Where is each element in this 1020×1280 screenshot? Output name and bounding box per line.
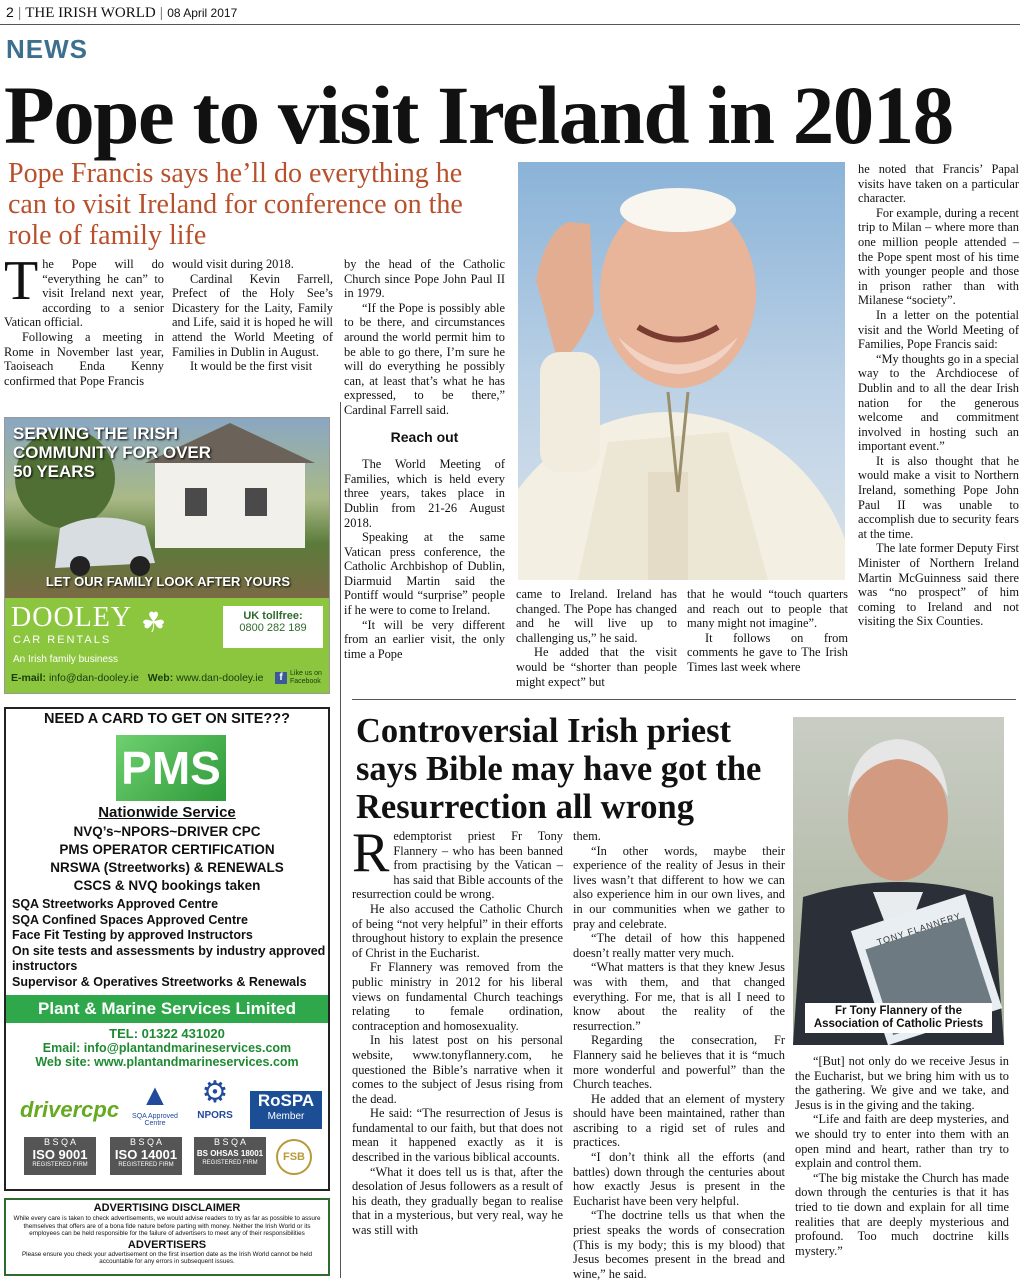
pope-photo [518,162,845,580]
bsqa-label: B S Q A [129,1137,162,1147]
paragraph: “[But] not only do we receive Jesus in the Eucharist, but we bring him with us to the gathering. We give and we take, and Jesus is in the giving and the taking. [795,1054,1009,1112]
facebook-label: Like us on Facebook [290,670,322,685]
npors-logo [190,1075,240,1121]
shamrock-icon: ☘ [141,608,167,639]
paragraph: Fr Flannery was removed from the public ministry in 2012 for his liberal views on fundamental Church teachings relating to female ordination, contraception and homosexuality. [352,960,563,1033]
pms-line: CSCS & NVQ bookings taken [73,878,261,893]
dooley-brand-sub: CAR RENTALS [13,634,112,646]
pope-col-5 [687,587,848,675]
npors-icon: ⚙ [201,1076,229,1109]
dooley-contact [11,672,263,684]
bsqa-label: B S Q A [43,1137,76,1147]
paragraph: He also accused the Catholic Church of being “not very helpful” in their efforts throughout history to explain the presence of Christ in the Eucharist. [352,901,563,960]
pope-col-2 [172,257,333,374]
paragraph: by the head of the Catholic Church since Pope John Paul II in 1979. [344,257,505,301]
book-title: TONY FLANNERY [875,910,963,948]
pms-tel[interactable]: TEL: 01322 431020 [109,1026,225,1041]
iso-label: BS OHSAS 18001 [196,1149,264,1158]
pms-logo [116,735,226,801]
iso-logo-2 [110,1137,182,1175]
paragraph: He added that an element of mystery should have been maintained, rather than ascribing to a rigid set of rules and practices. [573,1091,785,1150]
subhead-reach-out: Reach out [390,428,459,445]
paragraph: “What it does tell us is that, after the desolation of Jesus followers as a result of his death, they gradually began to realise that in a mysterious, but very real, way he was still with [352,1164,563,1238]
tollfree-box [223,606,323,648]
fsb-label: FSB [283,1151,305,1163]
paragraph: For example, during a recent trip to Milan – where more than one million people attended – the Pope spent most of his time with younger people and those in prison rather than with Milanese “society”. [858,205,1019,308]
npors-label: NPORS [197,1110,233,1121]
paragraph: In his latest post on his personal website, www.tonyflannery.com, he questioned the Bible’s narrative when it comes to the subject of Jesus rising from the dead. [352,1033,563,1106]
paragraph: Following a meeting in Rome in November last year, Taoiseach Enda Kenny confirmed that Pope Francis [4,329,164,388]
dooley-banner [5,598,330,694]
reg-label: REGISTERED FIRM [118,1162,174,1168]
pms-ad[interactable] [4,707,330,1191]
disclaimer-text: While every care is taken to check advertisements, we would advise readers to try as far as possible to assure themselves that offers are of a bona fide nature before parting with money. Neither the Irish World or its employees can be held responsible for the failure of advertisers to meet any of their responsibilities [13,1215,321,1238]
tollfree-label: UK tollfree: [243,610,303,622]
paragraph: In a letter on the potential visit and the World Meeting of Families, Pope Francis said: [858,307,1019,352]
iso-logo-3 [194,1137,266,1175]
sqa-label: SQA Approved Centre [132,1113,178,1127]
paragraph: “Life and faith are deep mysteries, and we should try to enter into them with an open mind and heart, rather than try to explain and control them. [795,1112,1009,1171]
paragraph: “It will be very different from an earlier visit, the only time a Pope [344,617,505,661]
paragraph: he Pope will do “everything he can” to visit Ireland next year, according to a senior Vatican official. [4,257,164,330]
sqa-logo [130,1079,180,1127]
sqa-icon: ▲ [140,1079,170,1112]
iso-label: ISO 9001 [32,1147,88,1162]
pope-col-1 [4,250,164,388]
pope-col-4 [516,587,677,689]
paragraph: he noted that Francis’ Papal visits have taken on a particular character. [858,162,1019,206]
paragraph: He said: “The resurrection of Jesus is fundamental to our faith, but that does not mean it happened exactly as it is described in the various biblical accounts. [352,1106,563,1165]
pms-list-item: Face Fit Testing by approved Instructors [12,928,253,942]
section-rule [352,699,1016,700]
paragraph: “The big mistake the Church has made down through the centuries is that it has tried to tie down and explain for all time realities that are deeply mysterious and profound. Too much doctrine kills mystery.” [795,1170,1009,1258]
advertising-disclaimer [4,1198,330,1276]
dooley-brand: DOOLEY [11,602,133,633]
dropcap: R [352,822,390,884]
page-number: 2 [6,4,14,20]
pms-company: Plant & Marine Services Limited [6,995,328,1023]
pms-list-item: SQA Confined Spaces Approved Centre [12,912,248,927]
bsqa-label: B S Q A [213,1137,246,1147]
paragraph: It follows on from comments he gave to The Irish Times last week where [687,630,848,674]
rospa-label: RoSPA [257,1091,315,1110]
pms-logo-text: PMS [121,742,221,794]
paragraph: “If the Pope is possibly able to be there, and circumstances around the world permit him to be able to go there, I’m sure he will do everything he possibly can, at least that’s what he has expressed, to be there,” Cardinal Farrell said. [344,300,505,417]
paragraph: came to Ireland. Ireland has changed. The Pope has changed and he will live up to challenging us,” he said. [516,587,677,645]
pope-col-3 [344,257,505,661]
issue-date: 08 April 2017 [167,6,238,20]
disclaimer-text-2: Please ensure you check your advertisement on the first insertion date as the Irish World cannot be held accountable for any errors in subsequent issues. [21,1250,313,1266]
paragraph: “What matters is that they knew Jesus was with them, and that changed everything. For me, that is all I need to know about the reality of the resurrection.” [573,960,785,1033]
paragraph: Regarding the consecration, Fr Flannery said he believes that it is “much more wonderful and powerful” than the Church teaches. [573,1033,785,1092]
disclaimer-title: ADVERTISING DISCLAIMER [93,1202,241,1214]
pms-contact [6,1027,328,1069]
iso-label: ISO 14001 [114,1147,178,1162]
pms-list-item: SQA Streetworks Approved Centre [12,897,219,911]
paper-name: THE IRISH WORLD [25,5,156,21]
rospa-sub: Member [267,1111,305,1122]
paragraph: edemptorist priest Fr Tony Flannery – who has been banned from practising by the Vatican – has said that Bible accounts of the resurrection could be wrong. [352,829,563,902]
page-header: 2 | THE IRISH WORLD | 08 April 2017 [6,4,238,21]
pope-col-6 [858,162,1019,629]
pms-web[interactable]: Web site: www.plantandmarineservices.com [35,1055,299,1069]
paragraph: “The doctrine tells us that when the priest speaks the words of consecration (This is my body; this is my blood) that Jesus becomes present in the bread and wine,” he said. [573,1208,785,1280]
headline: Pope to visit Ireland in 2018 [4,69,953,161]
tollfree-number: 0800 282 189 [239,622,307,634]
priest-caption: Fr Tony Flannery of the Association of Catholic Priests [805,1003,992,1033]
dooley-tagline: SERVING THE IRISH COMMUNITY FOR OVER 50 YEARS [13,424,212,481]
facebook-icon[interactable]: f [275,672,287,684]
paragraph: He added that the visit would be “shorter than people might expect” but [516,645,677,689]
paragraph: “My thoughts go in a special way to the Archdiocese of Dublin and to all the dear Irish nation for the generous welcome and commitment involved in hosting such an important event.” [858,351,1019,454]
paragraph: Speaking at the same Vatican press conference, the Catholic Archbishop of Dublin, Diarmuid Martin said the Pontiff would “surprise” people if he were to come to Ireland. [344,530,505,618]
web-link[interactable]: www.dan-dooley.ie [176,672,264,684]
web-label: Web: [147,672,174,684]
paragraph: would visit during 2018. [172,257,294,271]
dooley-footer: LET OUR FAMILY LOOK AFTER YOURS [45,574,291,589]
rospa-logo [250,1091,322,1129]
dooley-ad[interactable] [4,417,330,694]
priest-headline: Controversial Irish priest says Bible may have got the Resurrection all wrong [356,712,762,826]
reg-label: REGISTERED FIRM [32,1162,88,1168]
pms-email[interactable]: Email: info@plantandmarineservices.com [42,1041,292,1055]
section-label: NEWS [6,34,88,64]
pms-line: NRSWA (Streetworks) & RENEWALS [50,860,284,875]
pms-list-item: On site tests and assessments by industry approved instructors [12,943,326,973]
paragraph: that he would “touch quarters and reach out to people that many might not imagine”. [687,587,848,631]
drivercpc-logo: drivercpc [20,1097,120,1122]
pms-line: NVQ’s~NPORS~DRIVER CPC [73,824,261,839]
pms-heading: NEED A CARD TO GET ON SITE??? [44,711,290,727]
paragraph: The World Meeting of Families, which is held every three years, takes place in Dublin from 21-26 August 2018. [344,457,505,530]
iso-logo-1 [24,1137,96,1175]
paragraph: Cardinal Kevin Farrell, Prefect of the Holy See’s Dicastery for the Laity, Family and Life, said it is hoped he will attend the World Meeting of Families in Dublin in August. [172,271,333,359]
priest-col-2 [573,829,785,1280]
column-rule [340,402,341,1278]
priest-photo [793,717,1004,1045]
pms-service: Nationwide Service [98,804,236,821]
email-label: E-mail: [11,672,47,684]
paragraph: The late former Deputy First Minister of Northern Ireland Martin McGuinness said there was “no prospect” of him coming to Ireland and not visiting the Six Counties. [858,541,1019,629]
paragraph: “In other words, maybe their experience of the reality of Jesus in their lives wasn’t that different to how we can also experience him in our own lives, and in our communities when we gather to pray and celebrate. [573,843,785,931]
email-link[interactable]: info@dan-dooley.ie [48,672,139,684]
paragraph: It would be the first visit [190,359,313,374]
pms-list [12,897,330,990]
fsb-logo [276,1139,312,1175]
disclaimer-title-2: ADVERTISERS [127,1238,207,1251]
standfirst: Pope Francis says he’ll do everything he can to visit Ireland for conference on the role of family life [8,158,463,251]
pms-list-item: Supervisor & Operatives Streetworks & Renewals [12,974,307,989]
paragraph: “The detail of how this happened doesn’t really matter very much. [573,931,785,960]
paragraph: It is also thought that he would make a visit to Northern Ireland, something Pope John Paul II was unable to accomplish due to security fears at the time. [858,453,1019,541]
paragraph: them. [573,829,601,843]
paragraph: “I don’t think all the efforts (and battles) down through the centuries about how exactly Jesus is present in the Eucharist have been very helpful. [573,1150,785,1208]
pms-lines [6,823,328,895]
reg-label: REGISTERED FIRM [202,1160,258,1166]
dooley-family: An Irish family business [13,654,119,665]
dropcap: T [4,250,39,312]
priest-col-3 [795,1054,1009,1258]
pms-line: PMS OPERATOR CERTIFICATION [59,842,275,857]
priest-col-1 [352,822,563,1238]
